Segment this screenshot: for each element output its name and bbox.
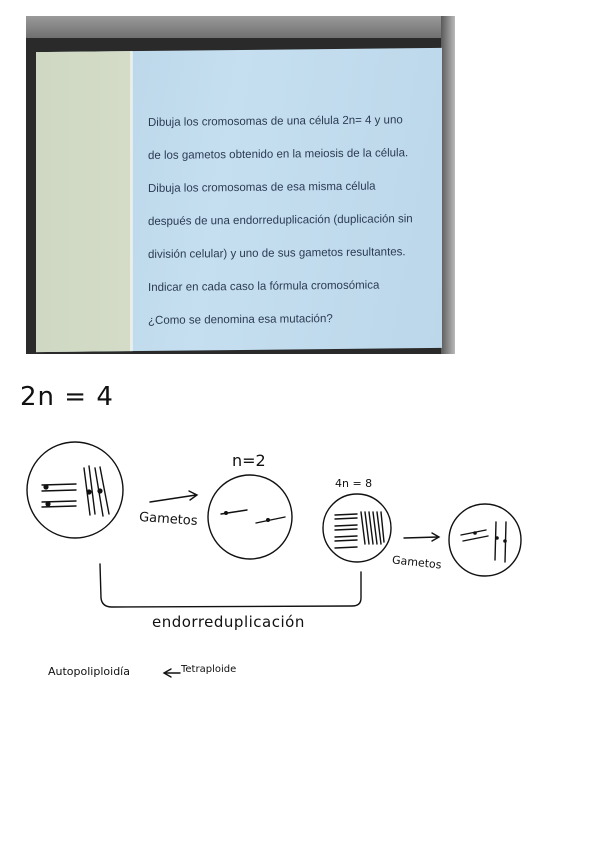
formula-title: 2n = 4 bbox=[20, 382, 114, 412]
cell-gamete-haploid bbox=[208, 475, 292, 559]
slide-line: Indicar en cada caso la fórmula cromosómica bbox=[148, 279, 380, 294]
gametes-label: Gametos bbox=[138, 509, 198, 530]
slide-line: después de una endorreduplicación (duplicación sin bbox=[148, 213, 413, 228]
slide-line: Dibuja los cromosomas de esa misma célula bbox=[148, 180, 376, 195]
mutation-name: Autopoliploidía bbox=[48, 665, 130, 678]
endoreduplication-label: endorreduplicación bbox=[152, 613, 305, 631]
mutation-type: Tetraploide bbox=[181, 664, 237, 675]
haploid-label: n=2 bbox=[232, 451, 266, 470]
tetraploid-label: 4n = 8 bbox=[335, 477, 373, 490]
slide-line: de los gametos obtenido en la meiosis de la célula. bbox=[148, 147, 409, 162]
slide-line: división celular) y uno de sus gametos resultantes. bbox=[148, 246, 406, 261]
cell-gamete-diploid bbox=[449, 504, 521, 576]
gametes-label-2: Gametos bbox=[391, 553, 443, 572]
endoreduplication-bracket bbox=[100, 564, 361, 607]
cell-tetraploid bbox=[323, 494, 391, 562]
slide-line: Dibuja los cromosomas de una célula 2n= 4 y uno bbox=[148, 114, 403, 129]
slide-line: ¿Como se denomina esa mutación? bbox=[148, 313, 333, 327]
